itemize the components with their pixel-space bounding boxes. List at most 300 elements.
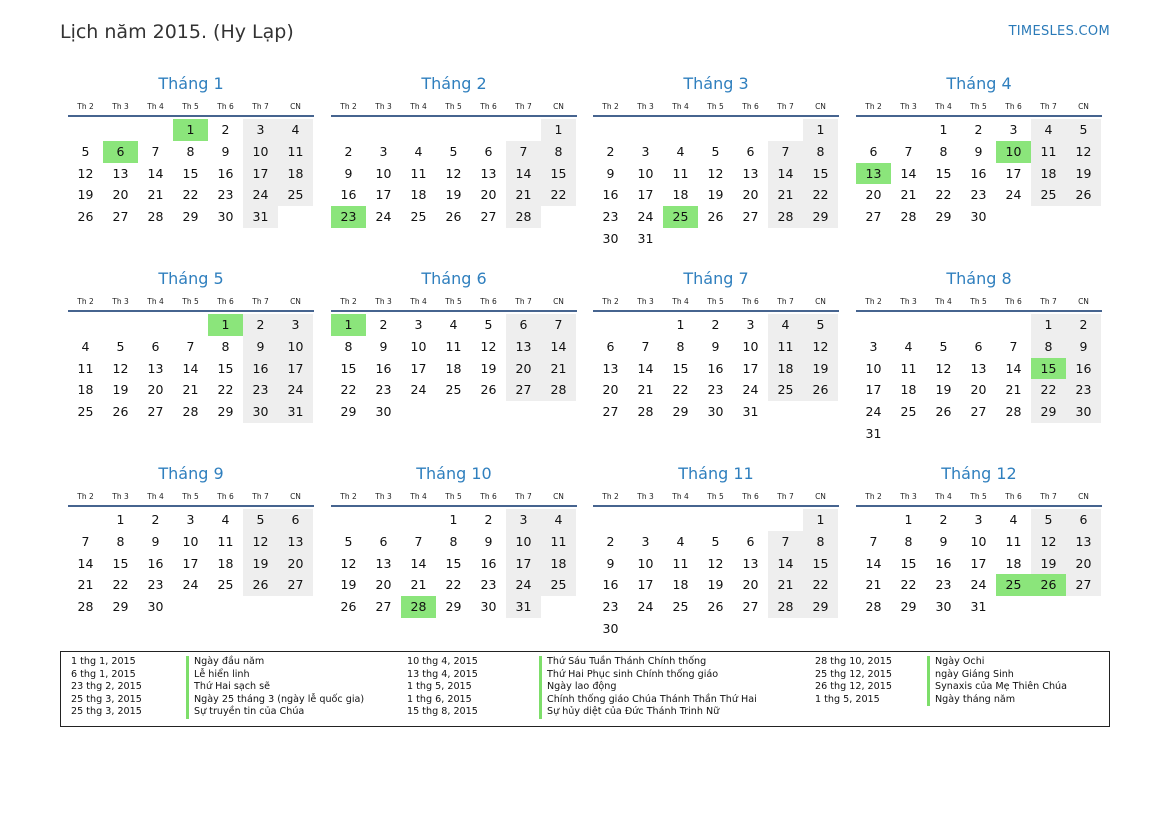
day-cell[interactable]: 26	[803, 379, 838, 401]
day-cell[interactable]: 12	[340, 555, 357, 571]
day-cell[interactable]: 22	[803, 184, 838, 206]
day-cell[interactable]: 4	[449, 317, 458, 332]
day-cell[interactable]: 2	[379, 317, 388, 332]
day-cell[interactable]: 23	[970, 187, 987, 203]
day-cell[interactable]: 7	[506, 141, 541, 163]
day-cell[interactable]: 10	[637, 165, 654, 181]
day-cell[interactable]: 6	[869, 143, 878, 159]
day-cell[interactable]: 20	[480, 187, 497, 203]
holiday-day-cell[interactable]: 25	[996, 574, 1031, 596]
day-cell[interactable]: 25	[900, 404, 917, 420]
day-cell[interactable]: 30	[1066, 401, 1101, 423]
day-cell[interactable]: 12	[1066, 141, 1101, 163]
day-cell[interactable]: 2	[606, 143, 615, 159]
day-cell[interactable]: 17	[637, 577, 654, 593]
day-cell[interactable]: 6	[606, 338, 615, 354]
day-cell[interactable]: 31	[742, 404, 759, 420]
day-cell[interactable]: 1	[1031, 314, 1066, 336]
day-cell[interactable]: 1	[803, 119, 838, 141]
day-cell[interactable]: 24	[182, 577, 199, 593]
day-cell[interactable]: 30	[147, 599, 164, 615]
day-cell[interactable]: 24	[375, 209, 392, 225]
day-cell[interactable]: 22	[182, 187, 199, 203]
day-cell[interactable]: 15	[900, 555, 917, 571]
day-cell[interactable]: 14	[410, 555, 427, 571]
day-cell[interactable]: 8	[449, 533, 458, 549]
holiday-day-cell[interactable]: 13	[856, 163, 891, 185]
day-cell[interactable]: 20	[375, 577, 392, 593]
day-cell[interactable]: 12	[803, 336, 838, 358]
day-cell[interactable]: 25	[541, 574, 576, 596]
day-cell[interactable]: 23	[375, 382, 392, 398]
day-cell[interactable]: 3	[641, 143, 650, 159]
day-cell[interactable]: 19	[707, 187, 724, 203]
day-cell[interactable]: 15	[217, 360, 234, 376]
day-cell[interactable]: 31	[637, 230, 654, 246]
day-cell[interactable]: 10	[375, 165, 392, 181]
day-cell[interactable]: 3	[746, 317, 755, 332]
day-cell[interactable]: 8	[1031, 336, 1066, 358]
day-cell[interactable]: 9	[711, 338, 720, 354]
day-cell[interactable]: 17	[506, 553, 541, 575]
day-cell[interactable]: 28	[541, 379, 576, 401]
day-cell[interactable]: 4	[676, 533, 685, 549]
day-cell[interactable]: 29	[900, 599, 917, 615]
day-cell[interactable]: 14	[182, 360, 199, 376]
day-cell[interactable]: 27	[375, 599, 392, 615]
day-cell[interactable]: 6	[974, 338, 983, 354]
day-cell[interactable]: 18	[672, 187, 689, 203]
day-cell[interactable]: 30	[602, 620, 619, 636]
day-cell[interactable]: 6	[278, 509, 313, 531]
day-cell[interactable]: 24	[637, 209, 654, 225]
day-cell[interactable]: 13	[742, 165, 759, 181]
day-cell[interactable]: 4	[278, 119, 313, 141]
day-cell[interactable]: 18	[672, 577, 689, 593]
day-cell[interactable]: 24	[865, 404, 882, 420]
day-cell[interactable]: 27	[742, 599, 759, 615]
day-cell[interactable]: 27	[602, 404, 619, 420]
day-cell[interactable]: 22	[672, 382, 689, 398]
day-cell[interactable]: 29	[182, 209, 199, 225]
day-cell[interactable]: 29	[445, 599, 462, 615]
day-cell[interactable]: 18	[445, 360, 462, 376]
day-cell[interactable]: 18	[541, 553, 576, 575]
day-cell[interactable]: 26	[243, 574, 278, 596]
day-cell[interactable]: 2	[606, 533, 615, 549]
day-cell[interactable]: 10	[410, 338, 427, 354]
day-cell[interactable]: 19	[77, 187, 94, 203]
day-cell[interactable]: 31	[278, 401, 313, 423]
day-cell[interactable]: 13	[375, 555, 392, 571]
day-cell[interactable]: 7	[768, 531, 803, 553]
day-cell[interactable]: 25	[445, 382, 462, 398]
day-cell[interactable]: 1	[939, 122, 948, 137]
day-cell[interactable]: 8	[803, 531, 838, 553]
day-cell[interactable]: 10	[637, 555, 654, 571]
day-cell[interactable]: 27	[147, 404, 164, 420]
day-cell[interactable]: 18	[278, 163, 313, 185]
day-cell[interactable]: 21	[768, 574, 803, 596]
day-cell[interactable]: 20	[742, 577, 759, 593]
day-cell[interactable]: 28	[900, 209, 917, 225]
day-cell[interactable]: 21	[1005, 382, 1022, 398]
day-cell[interactable]: 8	[939, 143, 948, 159]
day-cell[interactable]: 12	[480, 338, 497, 354]
day-cell[interactable]: 22	[803, 574, 838, 596]
day-cell[interactable]: 7	[81, 533, 90, 549]
day-cell[interactable]: 29	[935, 209, 952, 225]
day-cell[interactable]: 27	[742, 209, 759, 225]
day-cell[interactable]: 9	[221, 143, 230, 159]
day-cell[interactable]: 27	[480, 209, 497, 225]
day-cell[interactable]: 20	[602, 382, 619, 398]
day-cell[interactable]: 7	[641, 338, 650, 354]
holiday-day-cell[interactable]: 10	[996, 141, 1031, 163]
day-cell[interactable]: 5	[81, 143, 90, 159]
day-cell[interactable]: 2	[1066, 314, 1101, 336]
day-cell[interactable]: 5	[711, 143, 720, 159]
day-cell[interactable]: 12	[707, 165, 724, 181]
day-cell[interactable]: 12	[112, 360, 129, 376]
day-cell[interactable]: 3	[974, 512, 983, 527]
day-cell[interactable]: 8	[186, 143, 195, 159]
day-cell[interactable]: 30	[217, 209, 234, 225]
day-cell[interactable]: 17	[1005, 165, 1022, 181]
day-cell[interactable]: 27	[865, 209, 882, 225]
day-cell[interactable]: 21	[768, 184, 803, 206]
day-cell[interactable]: 5	[1066, 119, 1101, 141]
day-cell[interactable]: 29	[340, 404, 357, 420]
day-cell[interactable]: 10	[865, 360, 882, 376]
day-cell[interactable]: 18	[1005, 555, 1022, 571]
day-cell[interactable]: 9	[606, 555, 615, 571]
day-cell[interactable]: 7	[904, 143, 913, 159]
day-cell[interactable]: 5	[1031, 509, 1066, 531]
day-cell[interactable]: 19	[243, 553, 278, 575]
day-cell[interactable]: 1	[803, 509, 838, 531]
day-cell[interactable]: 20	[970, 382, 987, 398]
day-cell[interactable]: 26	[480, 382, 497, 398]
day-cell[interactable]: 17	[865, 382, 882, 398]
day-cell[interactable]: 15	[803, 553, 838, 575]
day-cell[interactable]: 21	[541, 358, 576, 380]
day-cell[interactable]: 7	[768, 141, 803, 163]
day-cell[interactable]: 29	[803, 206, 838, 228]
day-cell[interactable]: 13	[112, 165, 129, 181]
day-cell[interactable]: 7	[151, 143, 160, 159]
day-cell[interactable]: 23	[147, 577, 164, 593]
day-cell[interactable]: 14	[900, 165, 917, 181]
day-cell[interactable]: 24	[506, 574, 541, 596]
day-cell[interactable]: 11	[445, 338, 462, 354]
day-cell[interactable]: 11	[217, 533, 234, 549]
day-cell[interactable]: 3	[243, 119, 278, 141]
day-cell[interactable]: 5	[484, 317, 493, 332]
day-cell[interactable]: 4	[221, 512, 230, 527]
day-cell[interactable]: 23	[217, 187, 234, 203]
day-cell[interactable]: 1	[904, 512, 913, 527]
day-cell[interactable]: 12	[445, 165, 462, 181]
day-cell[interactable]: 21	[506, 184, 541, 206]
day-cell[interactable]: 9	[606, 165, 615, 181]
day-cell[interactable]: 5	[711, 533, 720, 549]
day-cell[interactable]: 5	[939, 338, 948, 354]
day-cell[interactable]: 26	[1066, 184, 1101, 206]
day-cell[interactable]: 28	[147, 209, 164, 225]
day-cell[interactable]: 13	[742, 555, 759, 571]
day-cell[interactable]: 5	[344, 533, 353, 549]
day-cell[interactable]: 14	[147, 165, 164, 181]
day-cell[interactable]: 10	[182, 533, 199, 549]
day-cell[interactable]: 2	[939, 512, 948, 527]
day-cell[interactable]: 4	[541, 509, 576, 531]
day-cell[interactable]: 9	[1066, 336, 1101, 358]
day-cell[interactable]: 4	[904, 338, 913, 354]
day-cell[interactable]: 28	[182, 404, 199, 420]
day-cell[interactable]: 20	[506, 358, 541, 380]
day-cell[interactable]: 9	[939, 533, 948, 549]
day-cell[interactable]: 25	[278, 184, 313, 206]
day-cell[interactable]: 10	[970, 533, 987, 549]
day-cell[interactable]: 13	[278, 531, 313, 553]
day-cell[interactable]: 4	[81, 338, 90, 354]
day-cell[interactable]: 14	[768, 553, 803, 575]
day-cell[interactable]: 30	[375, 404, 392, 420]
day-cell[interactable]: 12	[243, 531, 278, 553]
day-cell[interactable]: 28	[637, 404, 654, 420]
day-cell[interactable]: 29	[1031, 401, 1066, 423]
holiday-day-cell[interactable]: 15	[1031, 358, 1066, 380]
day-cell[interactable]: 3	[379, 143, 388, 159]
day-cell[interactable]: 23	[243, 379, 278, 401]
day-cell[interactable]: 17	[970, 555, 987, 571]
day-cell[interactable]: 16	[480, 555, 497, 571]
day-cell[interactable]: 18	[77, 382, 94, 398]
day-cell[interactable]: 15	[112, 555, 129, 571]
day-cell[interactable]: 21	[637, 382, 654, 398]
day-cell[interactable]: 11	[278, 141, 313, 163]
day-cell[interactable]: 20	[865, 187, 882, 203]
day-cell[interactable]: 13	[480, 165, 497, 181]
day-cell[interactable]: 16	[243, 358, 278, 380]
day-cell[interactable]: 18	[217, 555, 234, 571]
day-cell[interactable]: 7	[541, 314, 576, 336]
day-cell[interactable]: 13	[147, 360, 164, 376]
day-cell[interactable]: 10	[278, 336, 313, 358]
day-cell[interactable]: 19	[445, 187, 462, 203]
day-cell[interactable]: 1	[676, 317, 685, 332]
day-cell[interactable]: 28	[506, 206, 541, 228]
day-cell[interactable]: 27	[970, 404, 987, 420]
day-cell[interactable]: 28	[768, 596, 803, 618]
day-cell[interactable]: 16	[602, 187, 619, 203]
day-cell[interactable]: 20	[742, 187, 759, 203]
day-cell[interactable]: 16	[217, 165, 234, 181]
day-cell[interactable]: 7	[869, 533, 878, 549]
day-cell[interactable]: 8	[541, 141, 576, 163]
day-cell[interactable]: 26	[112, 404, 129, 420]
day-cell[interactable]: 23	[602, 599, 619, 615]
holiday-day-cell[interactable]: 1	[331, 314, 366, 336]
day-cell[interactable]: 16	[970, 165, 987, 181]
day-cell[interactable]: 26	[445, 209, 462, 225]
day-cell[interactable]: 22	[112, 577, 129, 593]
day-cell[interactable]: 12	[77, 165, 94, 181]
day-cell[interactable]: 14	[541, 336, 576, 358]
day-cell[interactable]: 15	[672, 360, 689, 376]
day-cell[interactable]: 2	[221, 122, 230, 137]
day-cell[interactable]: 21	[182, 382, 199, 398]
day-cell[interactable]: 19	[803, 358, 838, 380]
day-cell[interactable]: 23	[935, 577, 952, 593]
day-cell[interactable]: 17	[637, 187, 654, 203]
day-cell[interactable]: 4	[676, 143, 685, 159]
day-cell[interactable]: 21	[900, 187, 917, 203]
day-cell[interactable]: 27	[506, 379, 541, 401]
day-cell[interactable]: 15	[935, 165, 952, 181]
day-cell[interactable]: 24	[742, 382, 759, 398]
day-cell[interactable]: 14	[77, 555, 94, 571]
day-cell[interactable]: 7	[1009, 338, 1018, 354]
day-cell[interactable]: 2	[243, 314, 278, 336]
day-cell[interactable]: 16	[340, 187, 357, 203]
day-cell[interactable]: 2	[151, 512, 160, 527]
day-cell[interactable]: 6	[746, 143, 755, 159]
day-cell[interactable]: 6	[484, 143, 493, 159]
day-cell[interactable]: 31	[506, 596, 541, 618]
day-cell[interactable]: 17	[182, 555, 199, 571]
day-cell[interactable]: 23	[602, 209, 619, 225]
day-cell[interactable]: 16	[375, 360, 392, 376]
day-cell[interactable]: 26	[707, 599, 724, 615]
day-cell[interactable]: 3	[278, 314, 313, 336]
day-cell[interactable]: 18	[768, 358, 803, 380]
day-cell[interactable]: 5	[116, 338, 125, 354]
day-cell[interactable]: 25	[77, 404, 94, 420]
day-cell[interactable]: 6	[746, 533, 755, 549]
day-cell[interactable]: 22	[1031, 379, 1066, 401]
day-cell[interactable]: 19	[1031, 553, 1066, 575]
day-cell[interactable]: 3	[869, 338, 878, 354]
holiday-day-cell[interactable]: 1	[173, 119, 208, 141]
day-cell[interactable]: 9	[974, 143, 983, 159]
day-cell[interactable]: 6	[379, 533, 388, 549]
day-cell[interactable]: 1	[541, 119, 576, 141]
day-cell[interactable]: 2	[344, 143, 353, 159]
day-cell[interactable]: 24	[637, 599, 654, 615]
day-cell[interactable]: 10	[506, 531, 541, 553]
day-cell[interactable]: 19	[935, 382, 952, 398]
holiday-day-cell[interactable]: 28	[401, 596, 436, 618]
holiday-day-cell[interactable]: 23	[331, 206, 366, 228]
day-cell[interactable]: 10	[243, 141, 278, 163]
day-cell[interactable]: 26	[340, 599, 357, 615]
day-cell[interactable]: 3	[186, 512, 195, 527]
day-cell[interactable]: 20	[112, 187, 129, 203]
day-cell[interactable]: 24	[278, 379, 313, 401]
day-cell[interactable]: 30	[243, 401, 278, 423]
day-cell[interactable]: 9	[484, 533, 493, 549]
day-cell[interactable]: 13	[506, 336, 541, 358]
day-cell[interactable]: 27	[278, 574, 313, 596]
day-cell[interactable]: 13	[602, 360, 619, 376]
day-cell[interactable]: 30	[602, 230, 619, 246]
day-cell[interactable]: 5	[803, 314, 838, 336]
day-cell[interactable]: 11	[672, 165, 689, 181]
day-cell[interactable]: 7	[414, 533, 423, 549]
day-cell[interactable]: 28	[865, 599, 882, 615]
day-cell[interactable]: 15	[340, 360, 357, 376]
day-cell[interactable]: 29	[803, 596, 838, 618]
day-cell[interactable]: 19	[707, 577, 724, 593]
day-cell[interactable]: 14	[506, 163, 541, 185]
day-cell[interactable]: 11	[900, 360, 917, 376]
day-cell[interactable]: 28	[1005, 404, 1022, 420]
day-cell[interactable]: 12	[707, 555, 724, 571]
day-cell[interactable]: 11	[672, 555, 689, 571]
day-cell[interactable]: 8	[904, 533, 913, 549]
day-cell[interactable]: 30	[970, 209, 987, 225]
holiday-day-cell[interactable]: 26	[1031, 574, 1066, 596]
day-cell[interactable]: 2	[711, 317, 720, 332]
day-cell[interactable]: 31	[970, 599, 987, 615]
holiday-day-cell[interactable]: 25	[663, 206, 698, 228]
day-cell[interactable]: 29	[672, 404, 689, 420]
day-cell[interactable]: 23	[1066, 379, 1101, 401]
day-cell[interactable]: 3	[414, 317, 423, 332]
day-cell[interactable]: 12	[1031, 531, 1066, 553]
day-cell[interactable]: 18	[900, 382, 917, 398]
day-cell[interactable]: 11	[768, 336, 803, 358]
day-cell[interactable]: 14	[637, 360, 654, 376]
day-cell[interactable]: 14	[768, 163, 803, 185]
day-cell[interactable]: 22	[340, 382, 357, 398]
day-cell[interactable]: 18	[1031, 163, 1066, 185]
day-cell[interactable]: 1	[449, 512, 458, 527]
day-cell[interactable]: 26	[707, 209, 724, 225]
day-cell[interactable]: 1	[116, 512, 125, 527]
day-cell[interactable]: 25	[1031, 184, 1066, 206]
day-cell[interactable]: 17	[375, 187, 392, 203]
brand-link[interactable]: TIMESLES.COM	[1008, 24, 1110, 39]
holiday-day-cell[interactable]: 6	[103, 141, 138, 163]
day-cell[interactable]: 3	[1009, 122, 1018, 137]
day-cell[interactable]: 19	[1066, 163, 1101, 185]
day-cell[interactable]: 10	[742, 338, 759, 354]
day-cell[interactable]: 17	[278, 358, 313, 380]
day-cell[interactable]: 25	[768, 379, 803, 401]
day-cell[interactable]: 24	[1005, 187, 1022, 203]
day-cell[interactable]: 6	[1066, 509, 1101, 531]
day-cell[interactable]: 26	[935, 404, 952, 420]
day-cell[interactable]: 16	[707, 360, 724, 376]
day-cell[interactable]: 25	[672, 599, 689, 615]
day-cell[interactable]: 19	[112, 382, 129, 398]
day-cell[interactable]: 21	[865, 577, 882, 593]
day-cell[interactable]: 25	[410, 209, 427, 225]
day-cell[interactable]: 9	[379, 338, 388, 354]
day-cell[interactable]: 13	[1066, 531, 1101, 553]
day-cell[interactable]: 8	[116, 533, 125, 549]
day-cell[interactable]: 12	[935, 360, 952, 376]
day-cell[interactable]: 15	[445, 555, 462, 571]
day-cell[interactable]: 21	[77, 577, 94, 593]
day-cell[interactable]: 16	[935, 555, 952, 571]
day-cell[interactable]: 8	[676, 338, 685, 354]
day-cell[interactable]: 22	[935, 187, 952, 203]
day-cell[interactable]: 11	[1031, 141, 1066, 163]
